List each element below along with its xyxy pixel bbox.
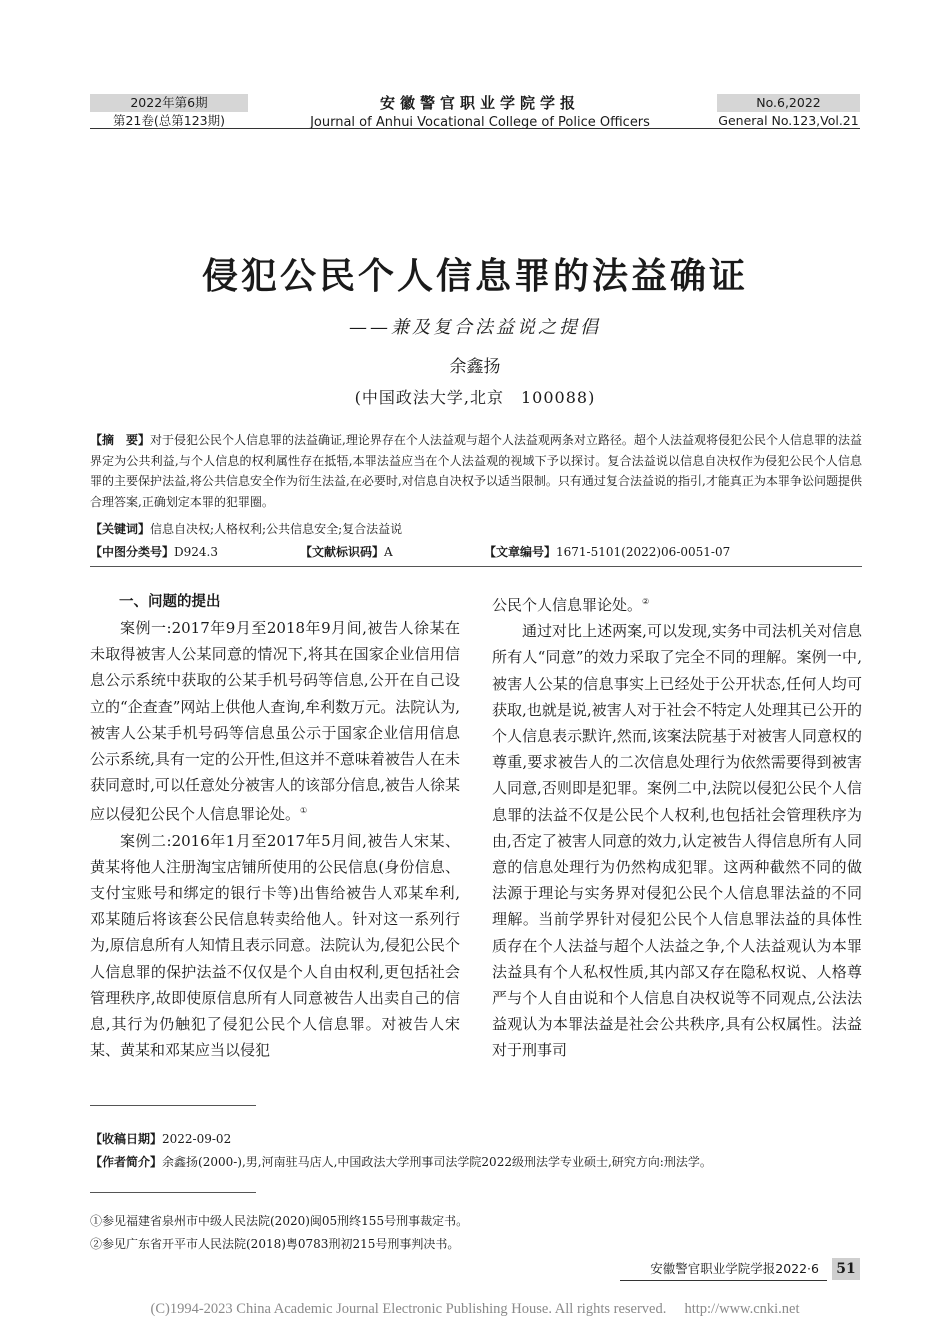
journal-name-cn: 安徽警官职业学院学报 xyxy=(379,94,580,112)
received-date xyxy=(90,1128,862,1151)
article-title: 侵犯公民个人信息罪的法益确证 xyxy=(201,255,748,297)
issue-no-en: No.6,2022 xyxy=(717,94,860,112)
footnote-ref[interactable]: ① xyxy=(300,806,308,816)
page-number: 51 xyxy=(832,1258,860,1280)
paragraph-text: 案例一:2017年9月至2018年9月间,被告人徐某在未取得被害人公某同意的情况下,将其在国家企业信用信息公示系统中获取的公某手机号码等信息,公开在自己设立的“企查查”网站上供他人查询,牟利数万元。法院认为,被害人公某手机号码等信息虽公示于国家企业信用信息公示系统,具有一定的公开性,但这并不意味着被告人在未获同意时,可以任意处分被害人的该部分信息,被告人徐某应以侵犯公民个人信息罪论处。 xyxy=(90,619,460,824)
author-notes xyxy=(90,1128,862,1174)
journal-name xyxy=(290,92,670,130)
section-heading: 一、问题的提出 xyxy=(119,594,221,610)
author-bio-label: 【作者简介】 xyxy=(90,1155,163,1169)
paragraph-text: 公民个人信息罪论处。 xyxy=(492,596,643,614)
footnotes xyxy=(90,1210,862,1256)
article-number xyxy=(484,542,730,562)
author-bio-value: 余鑫扬(2000-),男,河南驻马店人,中国政法大学刑事司法学院2022级刑法学专业硕士,研究方向:刑法学。 xyxy=(162,1155,712,1169)
journal-name-en: Journal of Anhui Vocational College of Police Officers xyxy=(310,115,650,130)
body-paragraph xyxy=(492,589,862,618)
article-number-label: 【文章编号】 xyxy=(484,545,557,559)
doc-code xyxy=(300,542,393,562)
keywords xyxy=(90,519,862,539)
footer-journal: 安徽警官职业学院学报2022·6 xyxy=(620,1258,827,1281)
footnote-item: ②参见广东省开平市人民法院(2018)粤0783刑初215号刑事判决书。 xyxy=(90,1237,460,1251)
clc-number xyxy=(90,542,218,562)
body-column-left xyxy=(90,589,460,1063)
abstract-label: 【摘 要】 xyxy=(90,433,151,447)
keywords-text: 信息自决权;人格权利;公共信息安全;复合法益说 xyxy=(150,522,403,536)
article-subtitle: ——兼及复合法益说之提倡 xyxy=(349,317,601,338)
page-footer xyxy=(620,1258,860,1280)
issue-year-number: 2022年第6期 xyxy=(90,94,248,112)
issue-volume-en: General No.123,Vol.21 xyxy=(718,113,859,128)
footnote-item: ①参见福建省泉州市中级人民法院(2020)闽05刑终155号刑事裁定书。 xyxy=(90,1214,469,1228)
issue-volume: 第21卷(总第123期) xyxy=(112,113,226,128)
footnotes-rule xyxy=(90,1192,256,1193)
keywords-label: 【关键词】 xyxy=(90,522,151,536)
body-paragraph xyxy=(90,615,460,828)
abstract-divider xyxy=(90,566,862,567)
paragraph-text: 通过对比上述两案,可以发现,实务中司法机关对信息所有人“同意”的效力采取了完全不同的理解。案例一中,被害人公某的信息事实上已经处于公开状态,任何人均可获取,也就是说,被害人对于社会不特定人处理其已公开的个人信息表示默许,然而,该案法院基于对被害人同意权的尊重,要求被告人的二次信息处理行为依然需要得到被害人同意,否则即是犯罪。案例二中,法院以侵犯公民个人信息罪的法益不仅是公民个人权利,也包括社会管理秩序为由,否定了被害人同意的效力,认定被告人得信息所有人同意的信息处理行为仍然构成犯罪。这两种截然不同的做法源于理论与实务界对侵犯公民个人信息罪法益的不同理解。当前学界针对侵犯公民个人信息罪法益的具体性质存在个人法益与超个人法益之争,个人法益观认为本罪法益具有个人私权性质,其内部又存在隐私权说、人格尊严与个人自由说和个人信息自决权说等不同观点,公法法益观认为本罪法益是社会公共秩序,具有公权属性。法益对于刑事司 xyxy=(492,622,862,1060)
abstract xyxy=(90,430,862,512)
article-number-value: 1671-5101(2022)06-0051-07 xyxy=(556,545,731,559)
received-label: 【收稿日期】 xyxy=(90,1132,163,1146)
doc-code-label: 【文献标识码】 xyxy=(300,545,385,559)
article-author: 余鑫扬 xyxy=(449,357,501,377)
clc-label: 【中图分类号】 xyxy=(90,545,175,559)
body-column-right xyxy=(492,589,862,1064)
doc-code-value: A xyxy=(384,545,393,559)
body-paragraph xyxy=(90,828,460,1064)
abstract-text: 对于侵犯公民个人信息罪的法益确证,理论界存在个人法益观与超个人法益观两条对立路径。超个人法益观将侵犯公民个人信息罪的法益界定为公共利益,与个人信息的权利属性存在抵牾,本罪法益应当在个人法益观的视域下予以探讨。复合法益说以信息自决权作为侵犯公民个人信息罪的主要保护法益,将公共信息安全作为衍生法益,在必要时,对信息自决权予以适当限制。只有通过复合法益说的指引,才能真正为本罪争讼问题提供合理答案,正确划定本罪的犯罪圈。 xyxy=(90,433,862,509)
body-paragraph xyxy=(492,618,862,1063)
header-rule xyxy=(90,128,860,129)
footnote-ref[interactable]: ② xyxy=(642,597,650,606)
author-affiliation: (中国政法大学,北京 100088) xyxy=(354,388,596,407)
copyright-notice: (C)1994-2023 China Academic Journal Electronic Publishing House. All rights reserved. http://www.cnki.net xyxy=(150,1301,800,1317)
notes-rule xyxy=(90,1105,256,1106)
issue-info xyxy=(90,94,248,130)
author-bio xyxy=(90,1151,862,1174)
clc-value: D924.3 xyxy=(174,545,218,559)
issue-info-en xyxy=(717,94,860,130)
paragraph-text: 案例二:2016年1月至2017年5月间,被告人宋某、黄某将他人注册淘宝店铺所使用的公民信息(身份信息、支付宝账号和绑定的银行卡等)出售给被告人邓某牟利,邓某随后将该套公民信息转卖给他人。针对这一系列行为,原信息所有人知情且表示同意。法院认为,侵犯公民个人信息罪的保护法益不仅仅是个人自由权利,更包括社会管理秩序,故即使原信息所有人同意被告人出卖自己的信息,其行为仍触犯了侵犯公民个人信息罪。对被告人宋某、黄某和邓某应当以侵犯 xyxy=(90,831,460,1060)
received-value: 2022-09-02 xyxy=(162,1132,232,1146)
